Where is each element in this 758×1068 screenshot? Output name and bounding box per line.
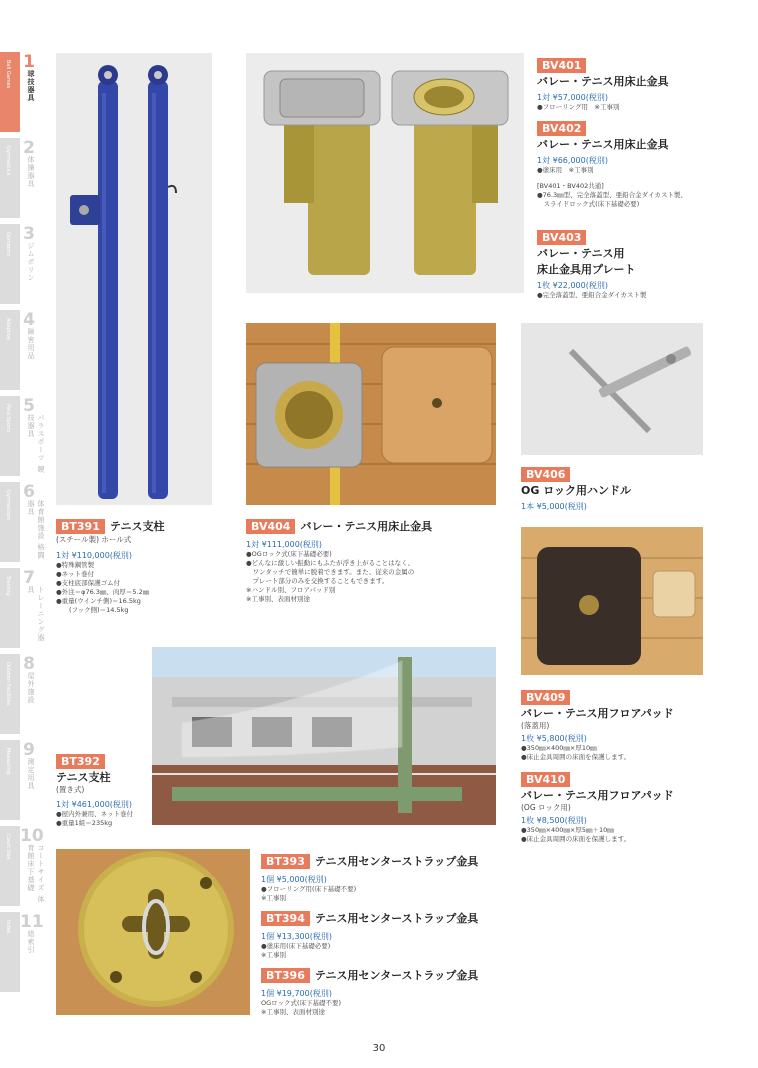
product-name: バレー・テニス用床止金具: [537, 75, 669, 88]
tab-measuring[interactable]: [0, 740, 35, 822]
common-spec-block: [537, 182, 747, 209]
product-price: 1枚 ¥22,000(税別): [537, 281, 608, 290]
product-name: バレー・テニス用: [537, 247, 625, 260]
product-name: テニス用センターストラップ金具: [314, 912, 479, 925]
tab-number: 2: [23, 138, 35, 158]
product-spec: ●支柱底部保護ゴム付: [56, 579, 121, 587]
product-code: BV402: [537, 121, 586, 136]
product-spec: ●350㎜×400㎜×厚10㎜: [521, 744, 597, 752]
product-subtitle: (落蓋用): [521, 721, 550, 730]
tab-en: Adaptive: [5, 318, 11, 341]
product-name: テニス用センターストラップ金具: [314, 969, 479, 982]
product-code: BV409: [521, 690, 570, 705]
product-spec: ※ハンドル別、フロアパッド別: [246, 586, 336, 594]
product-spec: ●重量(ウインチ側)＝16.5kg: [56, 597, 141, 605]
tab-en: Gymborin: [5, 232, 11, 257]
product-spec: ●350㎜×400㎜×厚5㎜＋10㎜: [521, 826, 614, 834]
product-code: BT394: [261, 911, 310, 926]
bv401-block: [537, 54, 747, 112]
page-number: 30: [372, 1043, 386, 1054]
tab-number: 11: [20, 912, 44, 932]
tab-en: Outdoor Facilities: [5, 662, 11, 706]
product-code: BT392: [56, 754, 105, 769]
tab-outdoor[interactable]: [0, 654, 35, 736]
tab-gymborin[interactable]: [0, 224, 35, 306]
product-price: 1対 ¥110,000(税別): [56, 551, 133, 560]
product-code: BT393: [261, 854, 310, 869]
tab-adaptive[interactable]: [0, 310, 35, 392]
product-spec: ※工事別、表面材別途: [246, 595, 310, 603]
product-price: 1本 ¥5,000(税別): [521, 502, 587, 511]
product-code: BT396: [261, 968, 310, 983]
common-spec: スライドロック式(床下基礎必要): [537, 200, 640, 208]
tab-label: 体育館施設 格闘器具: [27, 500, 45, 560]
tab-label: 球技器具: [27, 70, 35, 102]
bv404-photo: [246, 323, 496, 505]
bv403-block: [537, 226, 747, 300]
product-spec: ●OGロック式(床下基礎必要): [246, 550, 332, 558]
product-code: BT391: [56, 519, 105, 534]
tab-court-size[interactable]: [0, 826, 45, 908]
bt393-block: [261, 850, 501, 903]
product-spec: ●外注＝φ76.3㎜、肉厚＝5.2㎜: [56, 588, 150, 596]
product-price: 1枚 ¥5,800(税別): [521, 734, 587, 743]
bv402-block: [537, 117, 747, 175]
tab-number: 9: [23, 740, 35, 760]
product-subtitle: (スチール製) ホール式: [56, 535, 132, 544]
common-title: [BV401・BV402共通]: [537, 182, 604, 190]
product-subtitle: (OG ロック用): [521, 803, 571, 812]
bt392-photo: [152, 647, 496, 825]
product-code: BV406: [521, 467, 570, 482]
product-spec: ●塗床用 ※工事別: [537, 166, 594, 174]
tab-index[interactable]: [0, 912, 44, 994]
bv404-block: [246, 515, 506, 604]
bt393-photo: [56, 849, 250, 1015]
tab-number: 4: [23, 310, 35, 330]
product-price: 1枚 ¥8,500(税別): [521, 816, 587, 825]
product-spec: ●床止金具周囲の床面を保護します。: [521, 753, 631, 761]
tab-label: 障害用品: [27, 328, 35, 360]
bv401-photo: [246, 53, 524, 293]
tab-en: Ball Games: [5, 60, 11, 89]
product-name: テニス支柱: [109, 520, 165, 533]
product-spec: ●床止金具周囲の床面を保護します。: [521, 835, 631, 843]
product-spec: ●フローリング用(床下基礎不要): [261, 885, 357, 893]
tab-number: 3: [23, 224, 35, 244]
bv406-block: [521, 463, 731, 512]
product-price: 1対 ¥57,000(税別): [537, 93, 608, 102]
product-price: 1個 ¥13,300(税別): [261, 932, 332, 941]
product-spec: ワンタッチで簡単に脱着できます。また、従来の金属の: [246, 568, 415, 576]
tab-label: 体操器具: [27, 156, 35, 188]
bt391-block: [56, 515, 226, 615]
product-spec: ●屋内外兼用、ネット巻付: [56, 810, 134, 818]
bv409-block: [521, 686, 741, 762]
product-price: 1個 ¥19,700(税別): [261, 989, 332, 998]
product-code: BV401: [537, 58, 586, 73]
bv406-photo: [521, 323, 703, 455]
product-spec: ●完全落蓋型、亜鉛合金ダイカスト製: [537, 291, 647, 299]
tab-gymnasium[interactable]: [0, 482, 45, 564]
tab-number: 7: [23, 568, 35, 588]
product-spec: ※工事別、表面材別途: [261, 1008, 325, 1016]
product-code: BV403: [537, 230, 586, 245]
product-spec: ●特殊鋼管製: [56, 561, 95, 569]
tab-en: Gymnasium: [5, 490, 11, 520]
common-spec: ●76.3㎜型、完全落蓋型、亜鉛合金ダイカスト製、: [537, 191, 687, 199]
product-price: 1対 ¥111,000(税別): [246, 540, 323, 549]
product-price: 1対 ¥66,000(税別): [537, 156, 608, 165]
tab-en: Court Size: [5, 834, 11, 860]
product-spec: ●ネット巻付: [56, 570, 95, 578]
tab-en: Gymnastics: [5, 146, 11, 176]
product-spec: ●重量1組＝235kg: [56, 819, 113, 827]
tab-en: Training: [5, 576, 11, 596]
bt391-photo: [56, 53, 212, 505]
product-spec: ●フローリング用 ※工事別: [537, 103, 620, 111]
product-spec: ※工事別: [261, 951, 286, 959]
product-name: バレー・テニス用フロアパッド: [521, 789, 674, 802]
tab-gymnastics[interactable]: [0, 138, 35, 220]
product-spec: ※工事別: [261, 894, 286, 902]
product-price: 1個 ¥5,000(税別): [261, 875, 327, 884]
tab-label: パラスポーツ 競技器具: [27, 414, 45, 474]
product-subtitle: (置き式): [56, 785, 85, 794]
bv410-block: [521, 768, 741, 844]
product-name: バレー・テニス用フロアパッド: [521, 707, 674, 720]
tab-number: 10: [20, 826, 44, 846]
product-spec: プレート部分のみを交換することもできます。: [246, 577, 389, 585]
bt392-block: [56, 750, 176, 828]
tab-number: 6: [23, 482, 35, 502]
bt396-block: [261, 964, 501, 1017]
product-name: テニス支柱: [56, 771, 111, 784]
tab-en: Measuring: [5, 748, 11, 775]
product-name: バレー・テニス用床止金具: [537, 138, 669, 151]
tab-para-sports[interactable]: [0, 396, 45, 478]
tab-label: コートサイズ 体育館床下基礎: [27, 844, 45, 904]
tab-number: 1: [23, 52, 35, 72]
tab-label: ジムボリン: [27, 242, 35, 282]
tab-label: 測定用具: [27, 758, 35, 790]
product-code: BV410: [521, 772, 570, 787]
product-name: バレー・テニス用床止金具: [300, 520, 433, 533]
product-name: テニス用センターストラップ金具: [314, 855, 479, 868]
product-price: 1対 ¥461,000(税別): [56, 800, 133, 809]
tab-ball-games[interactable]: [0, 52, 35, 134]
tab-number: 8: [23, 654, 35, 674]
product-spec: OGロック式(床下基礎不要): [261, 999, 342, 1007]
product-spec: ●塗床用(床下基礎必要): [261, 942, 331, 950]
tab-en: Para Sports: [5, 404, 11, 433]
product-name-line2: 床止金具用プレート: [537, 263, 636, 276]
tab-training[interactable]: [0, 568, 45, 650]
tab-number: 5: [23, 396, 35, 416]
product-spec: (フック側)＝14.5kg: [56, 606, 129, 614]
tab-en: Index: [5, 920, 11, 934]
product-name: OG ロック用ハンドル: [521, 484, 631, 497]
bv409-photo: [521, 527, 703, 675]
bt394-block: [261, 907, 501, 960]
tab-label: 総索引: [27, 930, 35, 954]
tab-label: 屋外施設: [27, 672, 35, 704]
product-code: BV404: [246, 519, 295, 534]
tab-label: トレーニング器具: [27, 586, 45, 642]
product-spec: ●どんなに激しい振動にもふたが浮き上がることはなく、: [246, 559, 415, 567]
